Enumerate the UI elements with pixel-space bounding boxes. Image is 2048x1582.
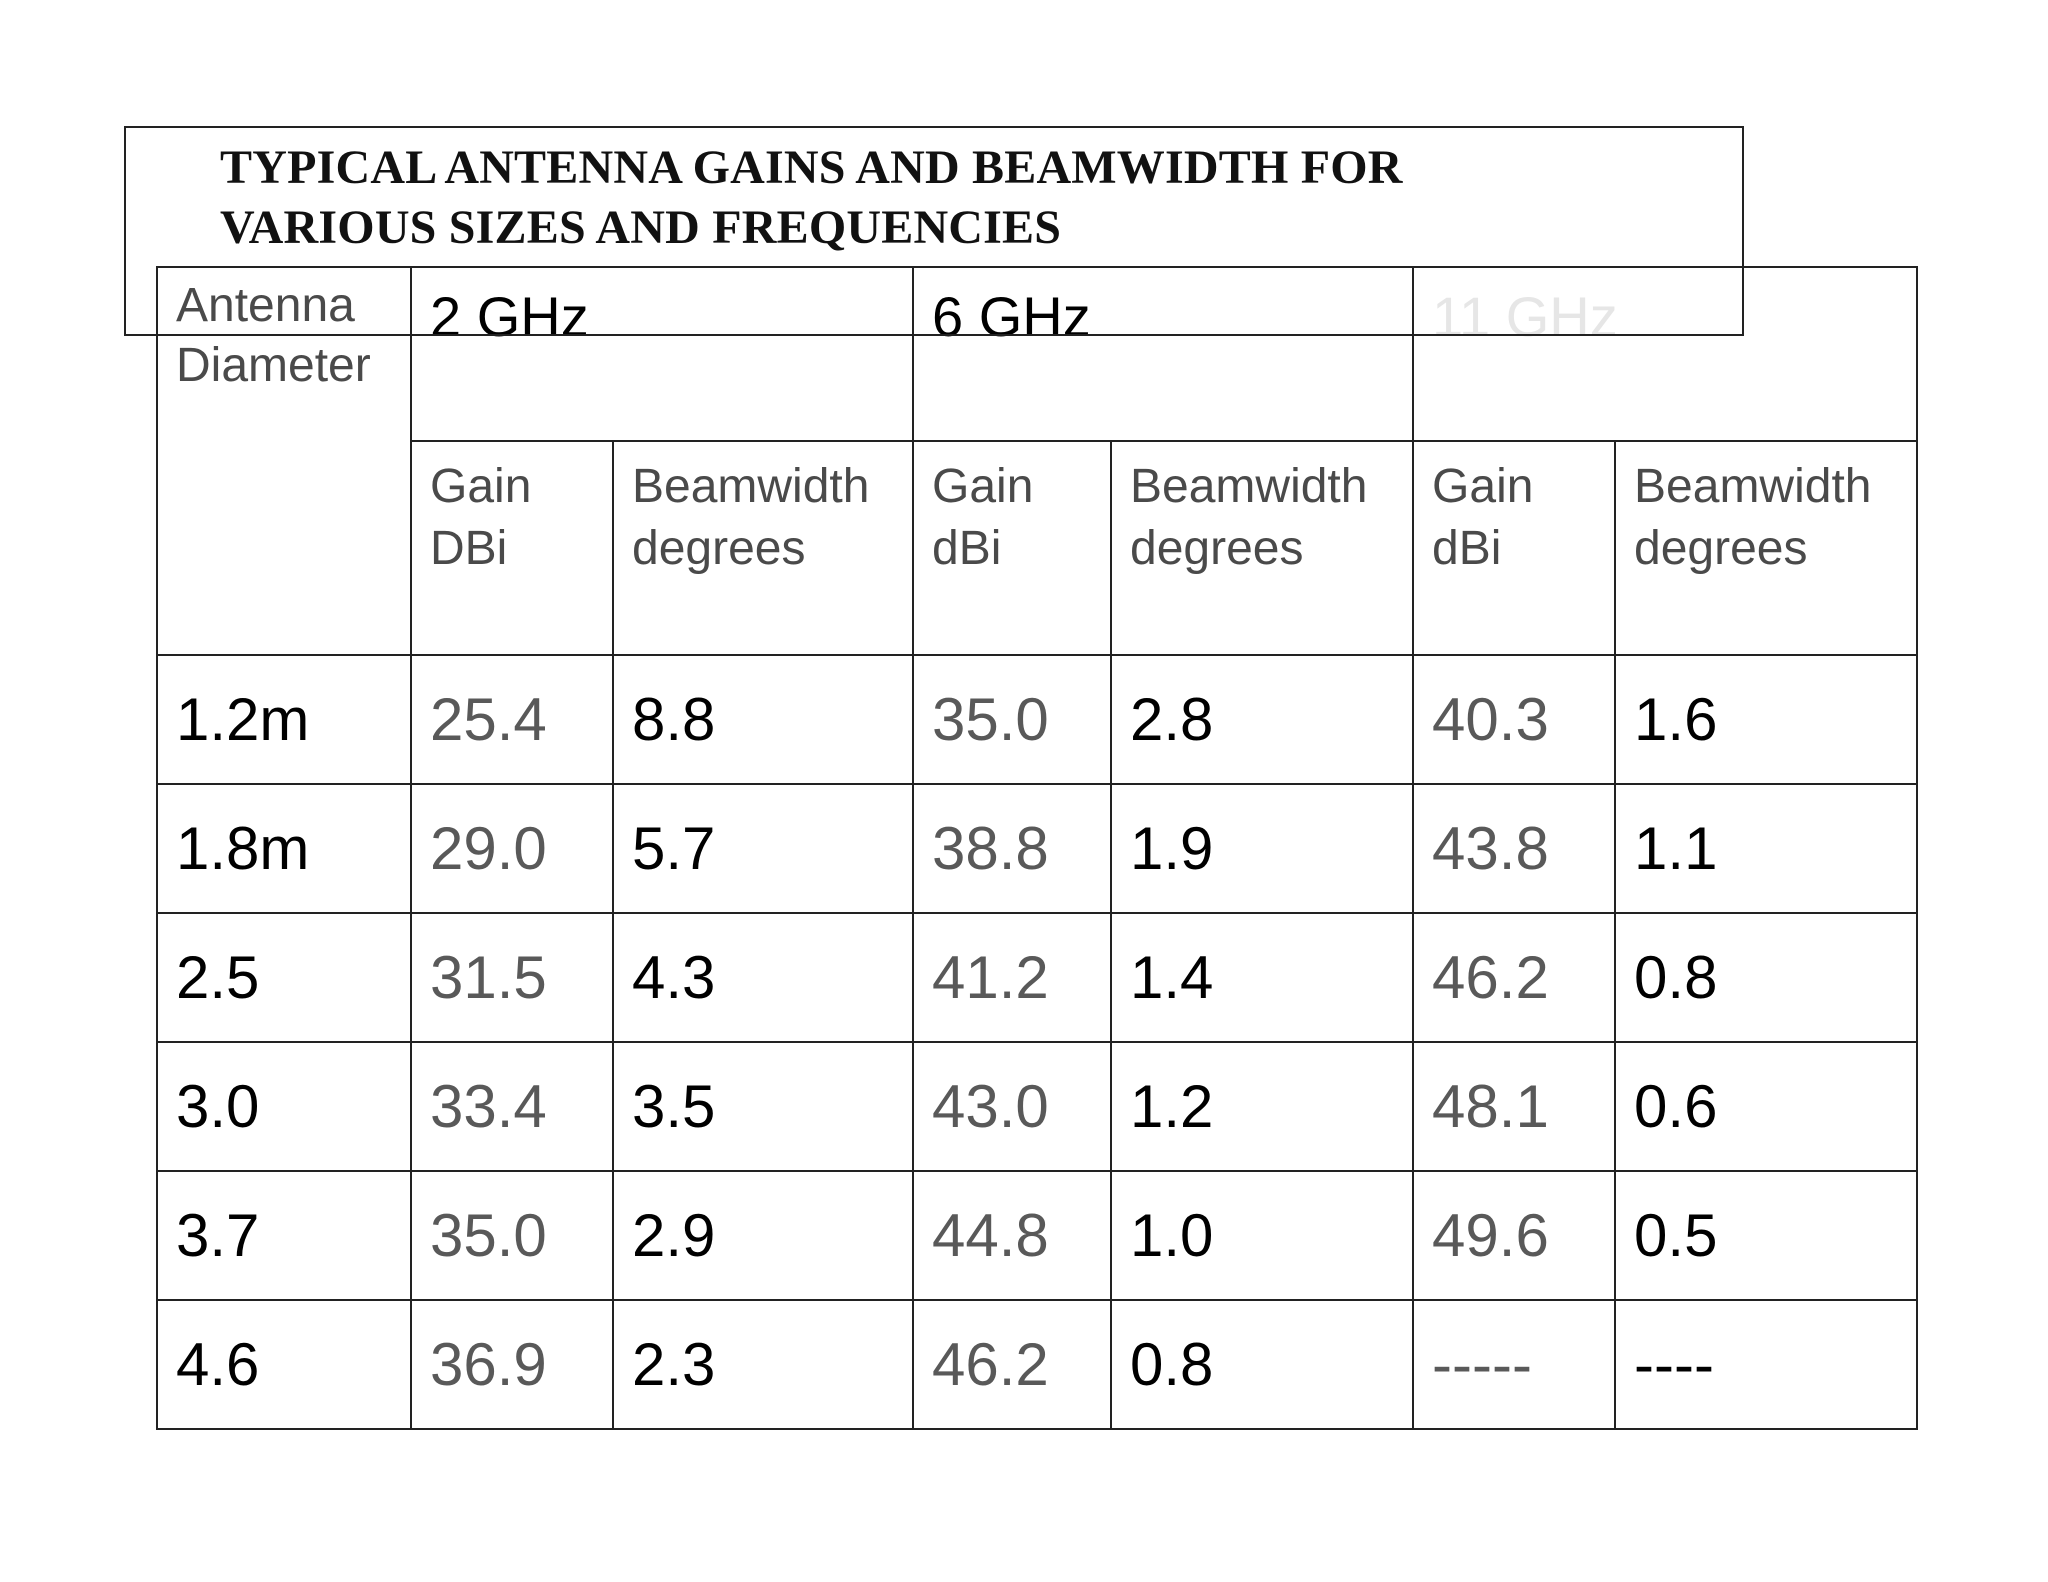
header-6ghz: 6 GHz bbox=[913, 267, 1413, 441]
cell-diameter: 2.5 bbox=[157, 913, 411, 1042]
cell-gain-6ghz: 43.0 bbox=[913, 1042, 1111, 1171]
diameter-header-line-2: Diameter bbox=[176, 339, 371, 392]
gain-11ghz-line-2: dBi bbox=[1432, 522, 1502, 575]
beamwidth-11ghz-line-2: degrees bbox=[1634, 522, 1808, 575]
cell-diameter: 3.0 bbox=[157, 1042, 411, 1171]
diameter-header-line-1: Antenna bbox=[176, 279, 355, 332]
cell-gain-11ghz: 43.8 bbox=[1413, 784, 1615, 913]
cell-beamwidth-6ghz: 0.8 bbox=[1111, 1300, 1413, 1429]
cell-gain-11ghz: 46.2 bbox=[1413, 913, 1615, 1042]
header-gain-2ghz bbox=[411, 441, 613, 655]
table-row bbox=[157, 784, 1917, 913]
cell-gain-2ghz: 35.0 bbox=[411, 1171, 613, 1300]
beamwidth-2ghz-line-2: degrees bbox=[632, 522, 806, 575]
cell-beamwidth-6ghz: 1.4 bbox=[1111, 913, 1413, 1042]
page-title bbox=[220, 138, 1403, 258]
cell-gain-2ghz: 29.0 bbox=[411, 784, 613, 913]
header-beamwidth-6ghz bbox=[1111, 441, 1413, 655]
gain-2ghz-line-2: DBi bbox=[430, 522, 508, 575]
title-line-1: TYPICAL ANTENNA GAINS AND BEAMWIDTH FOR bbox=[220, 141, 1403, 194]
header-gain-11ghz bbox=[1413, 441, 1615, 655]
antenna-gain-table bbox=[156, 266, 1918, 1430]
cell-gain-11ghz: 40.3 bbox=[1413, 655, 1615, 784]
cell-beamwidth-11ghz: 1.6 bbox=[1615, 655, 1917, 784]
header-antenna-diameter bbox=[157, 267, 411, 655]
beamwidth-6ghz-line-1: Beamwidth bbox=[1130, 460, 1368, 513]
gain-6ghz-line-1: Gain bbox=[932, 460, 1034, 513]
cell-gain-6ghz: 44.8 bbox=[913, 1171, 1111, 1300]
cell-gain-11ghz: 49.6 bbox=[1413, 1171, 1615, 1300]
cell-gain-6ghz: 41.2 bbox=[913, 913, 1111, 1042]
cell-beamwidth-11ghz: 0.6 bbox=[1615, 1042, 1917, 1171]
header-2ghz: 2 GHz bbox=[411, 267, 913, 441]
cell-beamwidth-6ghz: 1.9 bbox=[1111, 784, 1413, 913]
title-line-2: VARIOUS SIZES AND FREQUENCIES bbox=[220, 201, 1062, 254]
cell-gain-11ghz: ----- bbox=[1413, 1300, 1615, 1429]
header-11ghz: 11 GHz bbox=[1413, 267, 1917, 441]
beamwidth-2ghz-line-1: Beamwidth bbox=[632, 460, 870, 513]
cell-beamwidth-2ghz: 5.7 bbox=[613, 784, 913, 913]
cell-gain-11ghz: 48.1 bbox=[1413, 1042, 1615, 1171]
cell-beamwidth-6ghz: 2.8 bbox=[1111, 655, 1413, 784]
header-row-frequency bbox=[157, 267, 1917, 441]
cell-gain-2ghz: 25.4 bbox=[411, 655, 613, 784]
cell-gain-6ghz: 35.0 bbox=[913, 655, 1111, 784]
cell-gain-6ghz: 46.2 bbox=[913, 1300, 1111, 1429]
cell-beamwidth-2ghz: 3.5 bbox=[613, 1042, 913, 1171]
cell-gain-2ghz: 33.4 bbox=[411, 1042, 613, 1171]
header-beamwidth-2ghz bbox=[613, 441, 913, 655]
table-row bbox=[157, 913, 1917, 1042]
header-row-columns bbox=[157, 441, 1917, 655]
cell-diameter: 3.7 bbox=[157, 1171, 411, 1300]
gain-2ghz-line-1: Gain bbox=[430, 460, 532, 513]
cell-gain-2ghz: 31.5 bbox=[411, 913, 613, 1042]
cell-diameter: 1.2m bbox=[157, 655, 411, 784]
cell-beamwidth-6ghz: 1.0 bbox=[1111, 1171, 1413, 1300]
header-gain-6ghz bbox=[913, 441, 1111, 655]
cell-diameter: 4.6 bbox=[157, 1300, 411, 1429]
table-row bbox=[157, 1042, 1917, 1171]
beamwidth-6ghz-line-2: degrees bbox=[1130, 522, 1304, 575]
cell-beamwidth-2ghz: 8.8 bbox=[613, 655, 913, 784]
cell-beamwidth-2ghz: 2.3 bbox=[613, 1300, 913, 1429]
cell-beamwidth-6ghz: 1.2 bbox=[1111, 1042, 1413, 1171]
table-row bbox=[157, 1171, 1917, 1300]
table-row bbox=[157, 1300, 1917, 1429]
cell-beamwidth-11ghz: 0.8 bbox=[1615, 913, 1917, 1042]
cell-beamwidth-11ghz: 0.5 bbox=[1615, 1171, 1917, 1300]
table-row bbox=[157, 655, 1917, 784]
beamwidth-11ghz-line-1: Beamwidth bbox=[1634, 460, 1872, 513]
gain-6ghz-line-2: dBi bbox=[932, 522, 1002, 575]
cell-beamwidth-2ghz: 2.9 bbox=[613, 1171, 913, 1300]
header-beamwidth-11ghz bbox=[1615, 441, 1917, 655]
cell-beamwidth-11ghz: ---- bbox=[1615, 1300, 1917, 1429]
cell-beamwidth-11ghz: 1.1 bbox=[1615, 784, 1917, 913]
cell-gain-2ghz: 36.9 bbox=[411, 1300, 613, 1429]
cell-gain-6ghz: 38.8 bbox=[913, 784, 1111, 913]
gain-11ghz-line-1: Gain bbox=[1432, 460, 1534, 513]
cell-beamwidth-2ghz: 4.3 bbox=[613, 913, 913, 1042]
cell-diameter: 1.8m bbox=[157, 784, 411, 913]
